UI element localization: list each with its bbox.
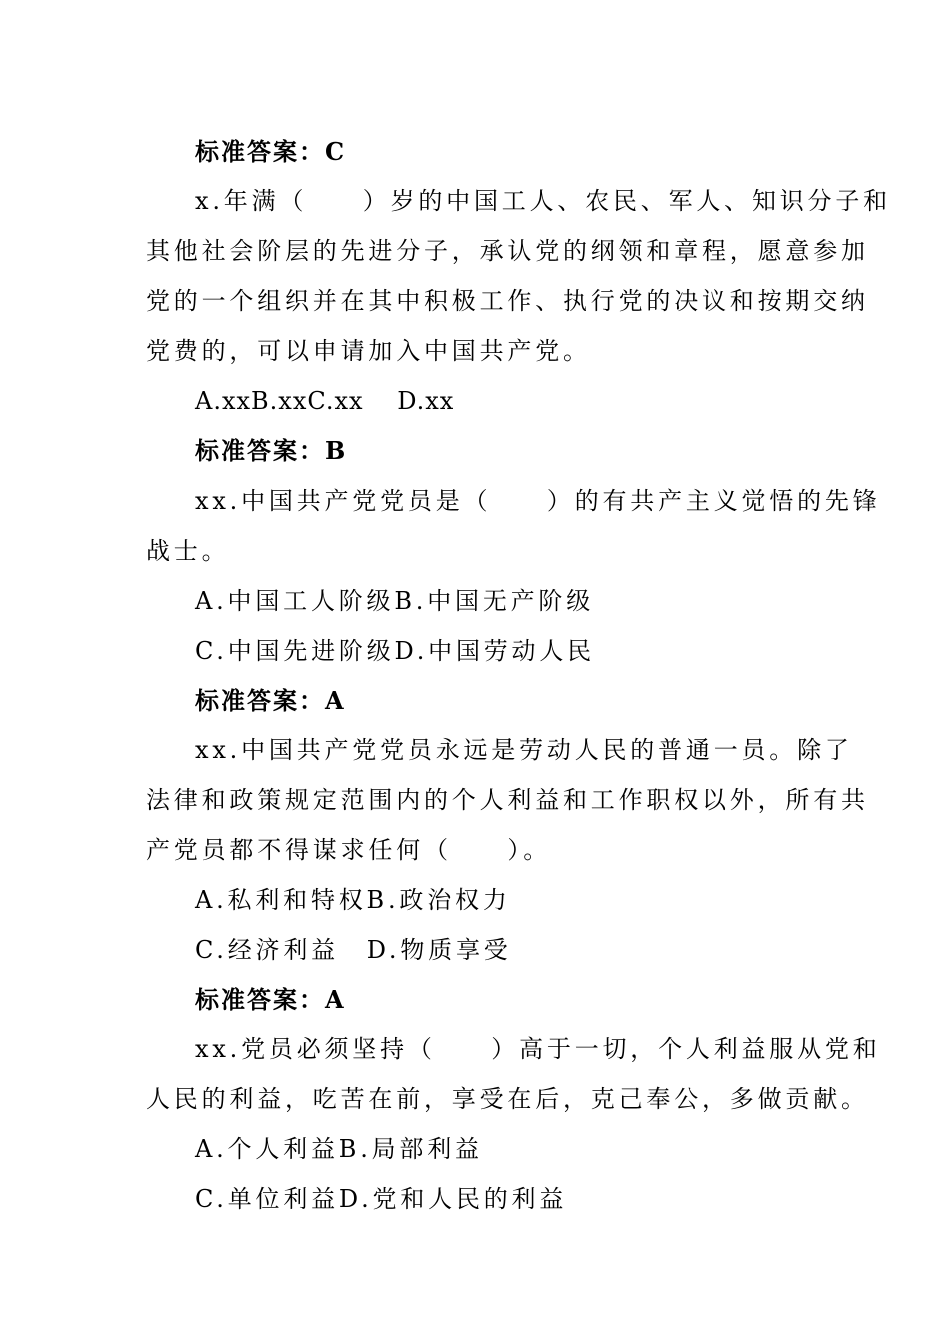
question-text-line: 产党员都不得谋求任何（ ）。	[146, 836, 551, 864]
question-text-line: x.年满（ ）岁的中国工人、农民、军人、知识分子和	[195, 187, 891, 215]
options-line: A.xxB.xxC.xx D.xx	[195, 387, 455, 415]
options-line: C.经济利益 D.物质享受	[195, 936, 512, 964]
question-text-line: 党费的，可以申请加入中国共产党。	[146, 337, 591, 365]
question-text-line: 党的一个组织并在其中积极工作、执行党的决议和按期交纳	[146, 287, 869, 315]
question-text-line: 人民的利益，吃苦在前，享受在后，克己奉公，多做贡献。	[146, 1085, 869, 1113]
question-text-line: 战士。	[146, 537, 230, 565]
answer-label: 标准答案：B	[195, 436, 348, 465]
answer-label: 标准答案：A	[195, 686, 346, 715]
question-text-line: 其他社会阶层的先进分子，承认党的纲领和章程，愿意参加	[146, 237, 869, 265]
options-line: C.单位利益D.党和人民的利益	[195, 1185, 568, 1213]
question-text-line: 法律和政策规定范围内的个人利益和工作职权以外，所有共	[146, 786, 869, 814]
options-line: A.私利和特权B.政治权力	[195, 886, 511, 914]
options-line: C.中国先进阶级D.中国劳动人民	[195, 637, 595, 665]
answer-label: 标准答案：C	[195, 137, 347, 166]
answer-label: 标准答案：A	[195, 985, 346, 1014]
options-line: A.中国工人阶级B.中国无产阶级	[195, 587, 595, 615]
question-text-line: xx.中国共产党党员永远是劳动人民的普通一员。除了	[195, 736, 853, 764]
question-text-line: xx.党员必须坚持（ ）高于一切，个人利益服从党和	[195, 1035, 881, 1063]
options-line: A.个人利益B.局部利益	[195, 1135, 483, 1163]
question-text-line: xx.中国共产党党员是（ ）的有共产主义觉悟的先锋	[195, 487, 881, 515]
